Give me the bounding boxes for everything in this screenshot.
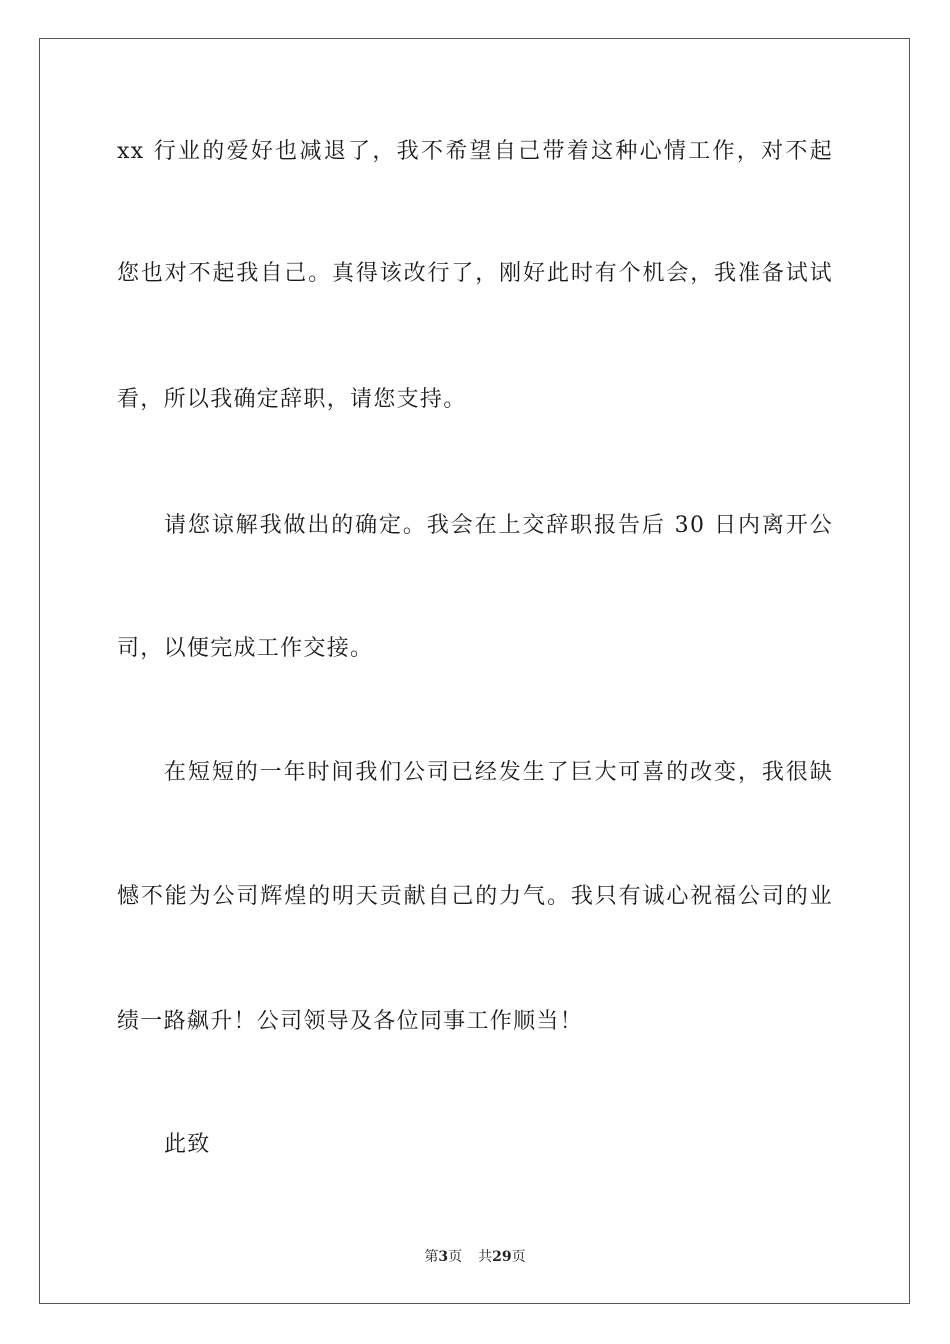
text-line: 您也对不起我自己。真得该改行了，刚好此时有个机会，我准备试试 xyxy=(117,261,833,286)
text-line: 在短短的一年时间我们公司已经发生了巨大可喜的改变，我很缺 xyxy=(164,760,833,785)
page-prefix: 第 xyxy=(424,1249,439,1265)
text-line: 看，所以我确定辞职，请您支持。 xyxy=(117,387,467,412)
closing-salutation: 此致 xyxy=(164,1132,211,1157)
total-prefix: 共 xyxy=(478,1249,493,1265)
page-suffix: 页 xyxy=(448,1249,463,1265)
page-number: 3 xyxy=(438,1249,449,1265)
total-pages: 29 xyxy=(492,1249,512,1265)
text-line: 请您谅解我做出的确定。我会在上交辞职报告后 30 日内离开公 xyxy=(164,513,833,538)
text-line: xx 行业的爱好也减退了，我不希望自己带着这种心情工作，对不起 xyxy=(117,139,833,164)
page-frame xyxy=(39,38,910,1304)
total-suffix: 页 xyxy=(511,1249,526,1265)
page-footer xyxy=(0,1248,950,1266)
text-line: 司，以便完成工作交接。 xyxy=(117,636,374,661)
text-line: 憾不能为公司辉煌的明天贡献自己的力气。我只有诚心祝福公司的业 xyxy=(117,884,833,909)
text-line: 绩一路飙升！公司领导及各位同事工作顺当！ xyxy=(117,1009,584,1034)
